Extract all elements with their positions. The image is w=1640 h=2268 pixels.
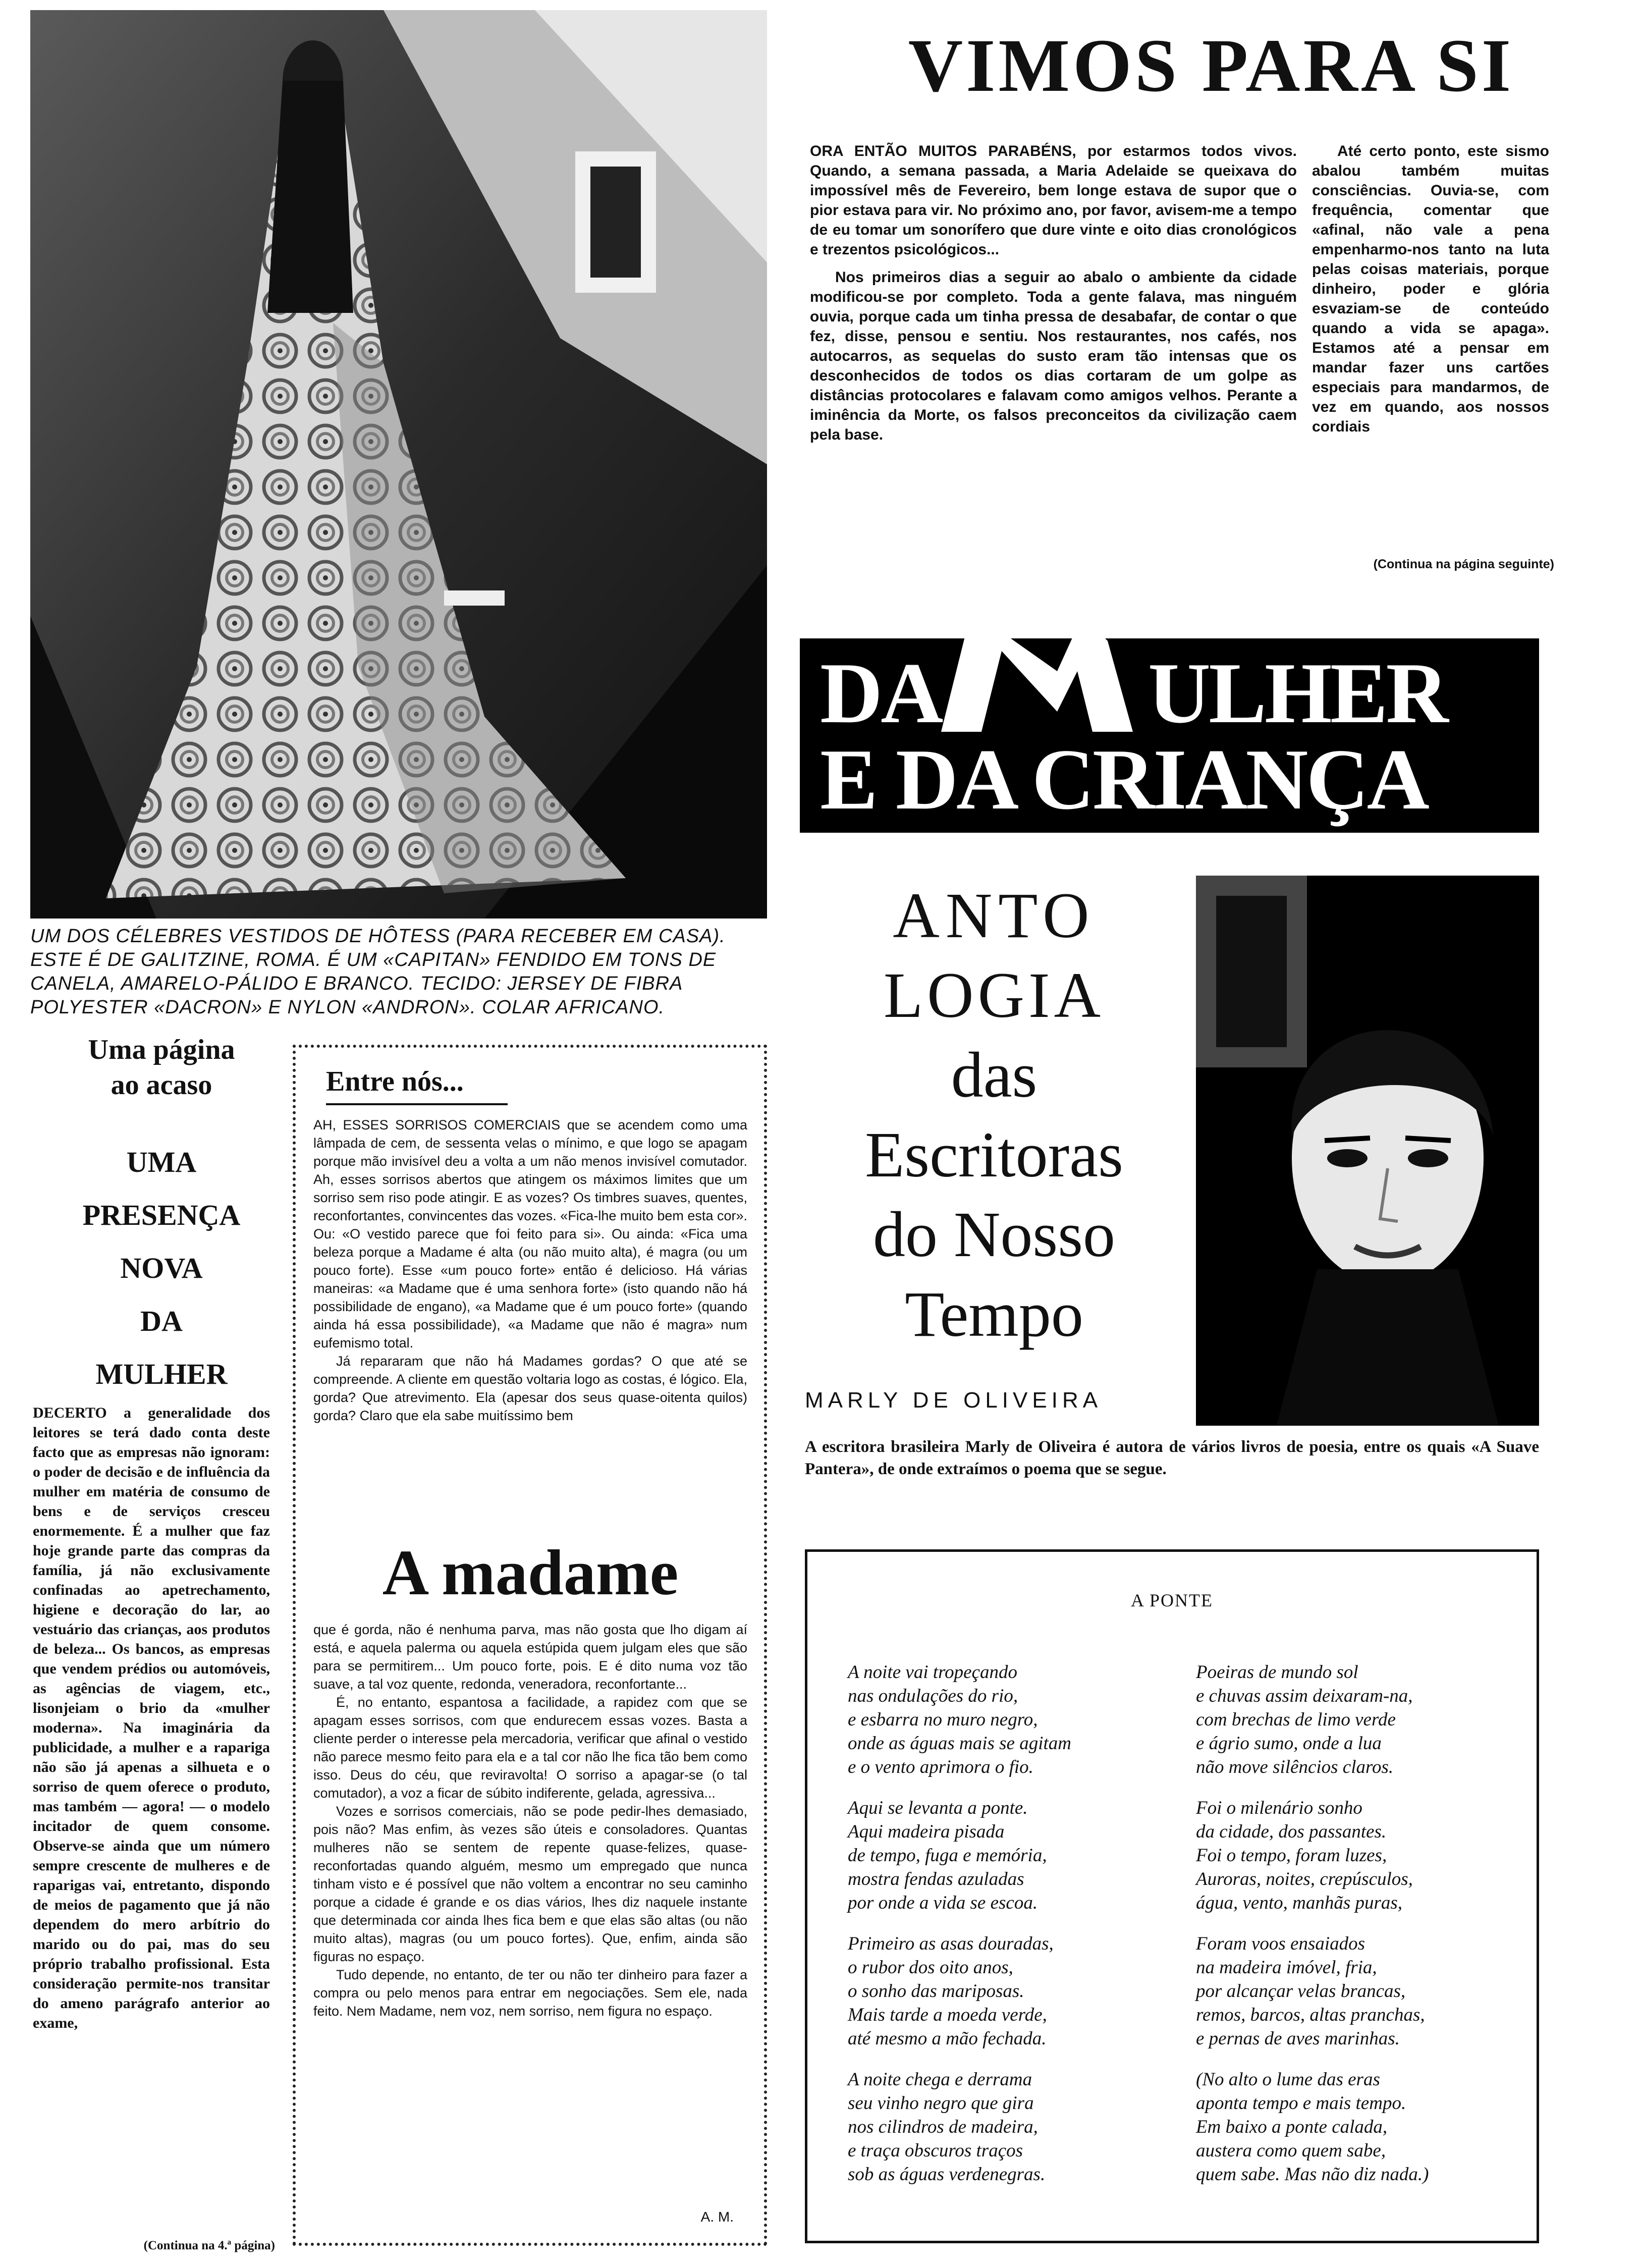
vimos-col2 [1312,141,1549,445]
banner-line1-suffix: ULHER [1148,645,1447,741]
poem-line: onde as águas mais se agitam [848,1733,1071,1754]
antologia-bio: A escritora brasileira Marly de Oliveira é autora de vários livros de poesia, entre os quais «A Suave Pantera», de onde extraímos o poema que se segue. [805,1438,1539,1478]
entre-body-bottom [313,1621,747,2020]
poem-column-left [848,1660,1171,2203]
poem-line: por alcançar velas brancas, [1196,1981,1406,2002]
poem-line: Foi o milenário sonho [1196,1798,1362,1818]
poem-line: quem sabe. Mas não diz nada.) [1196,2164,1429,2185]
poem-line: até mesmo a mão fechada. [848,2028,1047,2049]
poem-line: na madeira imóvel, fria, [1196,1957,1377,1978]
poem-line: e o vento aprimora o fio. [848,1757,1033,1777]
poem-column-right [1196,1660,1519,2203]
pagina-kicker-line: Uma página [88,1034,235,1065]
entre-paragraph: que é gorda, não é nenhuma parva, mas não gosta que lho digam aí está, e aquela palerma ou aquela estúpida quem julgam eles que são para se permitirem... Um pouco forte, pois. E é dito numa voz tão suave, a tal voz quente, redonda, veneradora, reconfortante... [313,1622,747,1692]
poem-line: de tempo, fuga e memória, [848,1845,1047,1866]
entre-kicker: Entre nós... [326,1066,464,1097]
antologia-title [787,876,1201,1354]
poem-line: sob as águas verdenegras. [848,2164,1046,2185]
pagina-title [30,1136,293,1400]
poem-stanza [1196,1932,1519,2050]
antologia-author: MARLY DE OLIVEIRA [805,1388,1103,1413]
antologia-title-line: ANTO [893,880,1096,951]
poem-line: e traça obscuros traços [848,2140,1023,2161]
poem-line: água, vento, manhãs puras, [1196,1893,1403,1913]
poem-line: o rubor dos oito anos, [848,1957,1013,1978]
antologia-title-line: Tempo [905,1278,1083,1350]
poem-line: da cidade, dos passantes. [1196,1821,1387,1842]
poem-title: A PONTE [1130,1590,1213,1610]
pagina-kicker-line: ao acaso [111,1069,212,1101]
poem-line: Primeiro as asas douradas, [848,1933,1054,1954]
vimos-paragraph: Nos primeiros dias a seguir ao abalo o ambiente da cidade modificou-se por completo. Toda a gente falava, mas ninguém ouvia, porque cada um tinha pressa de desabafar, de contar o que fez, disse, pensou e sentiu. Nos restaurantes, nos cafés, nos autocarros, as sequelas do susto eram tão intensas que os desconhecidos de todos os dias cortaram de um golpe as distâncias protocolares e falavam como amigos velhos. Perante a iminência da Morte, os falsos preconceitos da civilização caem pela base. [810,269,1297,443]
antologia-title-line: LOGIA [883,959,1105,1031]
poem-line: Aqui se levanta a ponte. [848,1798,1028,1818]
entre-paragraph: É, no entanto, espantosa a facilidade, a rapidez com que se apagam esses sorrisos, com que endurecem essas vozes. Basta a cliente perder o interesse pela mercadoria, verificar que afinal o vestido não parece mesmo feito para ela e a tal cor não lhe fica tão bem como isso. Deus do céu, que reviravolta! O sorriso a apagar-se (o tal comutador), a voz a ficar de súbito indiferente, gelada, agressiva... [313,1695,747,1801]
pagina-title-line: NOVA [120,1252,203,1284]
poem-line: austera como quem sabe, [1196,2140,1386,2161]
author-portrait [1196,876,1539,1426]
poem-line: Aqui madeira pisada [848,1821,1005,1842]
dress-photo [30,10,767,919]
poem-line: o sonho das mariposas. [848,1981,1024,2002]
entre-body-top [313,1116,747,1425]
pagina-title-line: MULHER [95,1358,228,1390]
poem-line: A noite chega e derrama [848,2069,1032,2090]
vimos-headline: VIMOS PARA SI [908,24,1514,107]
author-portrait-illustration [1196,876,1539,1426]
poem-line: com brechas de limo verde [1196,1709,1396,1730]
poem-line: e esbarra no muro negro, [848,1709,1038,1730]
entre-paragraph: Já repararam que não há Madames gordas? O que até se compreende. A cliente em questão voltaria logo as costas, é lógico. Ela, gorda? Que atrevimento. Ela (apesar dos seus quase-oitenta quilos) gorda? Claro que ela sabe muitíssimo bem [313,1354,747,1423]
section-banner [800,638,1539,833]
poem-stanza [848,1796,1171,1915]
madame-headline: A madame [382,1537,679,1608]
photo-caption: UM DOS CÉLEBRES VESTIDOS DE HÔTESS (PARA RECEBER EM CASA). ESTE É DE GALITZINE, ROMA. É UM «CAPITAN» FENDIDO EM TONS DE CANELA, AMARELO-PÁLIDO E BRANCO. TECIDO: JERSEY DE FIBRA POLYESTER «DACRON» E NYLON «ANDRON». COLAR AFRICANO. [30,926,726,1018]
pagina-title-line: UMA [126,1146,197,1178]
poem-line: não move silêncios claros. [1196,1757,1394,1777]
pagina-kicker [30,1032,293,1103]
pagina-paragraph: DECERTO a generalidade dos leitores se terá dado conta deste facto que as empresas não ignoram: o poder de decisão e de influência da mulher em matéria de consumo de bens e de serviços cresceu enormemente. É a mulher que faz hoje grande parte das compras da família, já não exclusivamente confinadas ao apetrechamento, higiene e decoração do lar, ao vestuário das crianças, aos produtos de beleza... Os bancos, as empresas que vendem prédios ou automóveis, as agências de viagem, etc., lisonjeiam o brio da «mulher moderna». Na imaginária da publicidade, a mulher e a rapariga não são já apenas a silhueta e o sorriso de quem oferece o produto, mas também — agora! — o modelo incitador de quem consome. Observe-se ainda que um número sempre crescente de mulheres e de raparigas vai, entretanto, dispondo de meios de pagamento que já não dependem do mero arbítrio do marido ou do pai, mas do seu próprio trabalho profissional. Esta consideração permite-nos transitar do ameno parágrafo anterior ao exame, [33,1405,270,2031]
poem-line: nas ondulações do rio, [848,1686,1018,1706]
poem-stanza [1196,2068,1519,2186]
pagina-body [33,1403,270,2033]
antologia-title-line: das [951,1039,1037,1111]
poem-line: Foi o tempo, foram luzes, [1196,1845,1387,1866]
antologia-title-line: Escritoras [865,1119,1123,1191]
banner-line2: E DA CRIANÇA [820,732,1428,828]
banner-line1-prefix: DA [820,645,942,741]
entre-paragraph: Tudo depende, no entanto, de ter ou não ter dinheiro para fazer a compra ou pelo menos para entrar em negociações. Sem ele, nada feito. Nem Madame, nem voz, nem sorriso, nem figura no espaço. [313,1967,747,2019]
poem-line: aponta tempo e mais tempo. [1196,2093,1406,2114]
poem-line: Foram voos ensaiados [1196,1933,1365,1954]
m-monogram [941,611,1153,737]
vimos-paragraph: Até certo ponto, este sismo abalou também muitas consciências. Ouvia-se, com frequência, comentar que «afinal, não vale a pena empenharmo-nos tanto na luta pelas coisas materiais, porque dinheiro, poder e glória esvaziam-se de conteúdo quando a vida se apaga». Estamos até a pensar em mandar fazer uns cartões especiais para mandarmos, de vez em quando, aos nossos cordiais [1312,143,1549,435]
pagina-title-line: DA [140,1305,183,1337]
vimos-col1 [810,141,1297,453]
poem-line: seu vinho negro que gira [848,2093,1034,2114]
dress-photo-illustration [30,10,767,919]
vimos-paragraph: ORA ENTÃO MUITOS PARABÉNS, por estarmos todos vivos. Quando, a semana passada, a Maria Adelaide se queixava do impossível mês de Fevereiro, bem longe estava de supor que o pior estava para vir. No próximo ano, por favor, avisem-me a tempo de eu tomar um sonorífero que dure vinte e oito dias cronológicos e trezentos psicológicos... [810,143,1297,258]
poem-line: A noite vai tropeçando [848,1662,1018,1683]
pagina-continua: (Continua na 4.ª página) [143,2239,275,2252]
poem-line: mostra fendas azuladas [848,1869,1024,1889]
poem-stanza [848,1932,1171,2050]
poem-line: Em baixo a ponte calada, [1196,2117,1388,2137]
poem-line: Auroras, noites, crepúsculos, [1196,1869,1413,1889]
entre-box [293,1045,767,2246]
entre-paragraph: Vozes e sorrisos comerciais, não se pode pedir-lhes demasiado, pois não? Mas enfim, às vezes são úteis e consoladores. Quantas mulheres não se sentem de repente quase-felizes, quase-reconfortadas quando alguém, mesmo um empregado que nunca tinham visto e é possível que não voltem a encontrar no seu caminho porque a cidade é grande e os dias vários, lhes diz naquele instante que determinada cor ainda lhes fica bem e que elas são altas (ou não muito altas), magras (ou um pouco fortes). Que, enfim, ainda são figuras no espaço. [313,1804,747,1964]
poem-line: Poeiras de mundo sol [1196,1662,1358,1683]
poem-line: Mais tarde a moeda verde, [848,2005,1047,2025]
vimos-continua: (Continua na página seguinte) [1373,557,1554,571]
pagina-title-line: PRESENÇA [82,1199,241,1231]
poem-line: por onde a vida se escoa. [848,1893,1038,1913]
poem-line: (No alto o lume das eras [1196,2069,1380,2090]
poem-line: e ágrio sumo, onde a lua [1196,1733,1382,1754]
entre-kicker-rule [326,1103,508,1105]
poem-stanza [1196,1660,1519,1779]
poem-stanza [848,2068,1171,2186]
poem-line: remos, barcos, altas pranchas, [1196,2005,1425,2025]
poem-line: e chuvas assim deixaram-na, [1196,1686,1413,1706]
poem-box [805,1549,1539,2243]
poem-line: e pernas de aves marinhas. [1196,2028,1400,2049]
poem-line: nos cilindros de madeira, [848,2117,1038,2137]
poem-stanza [848,1660,1171,1779]
entre-signature: A. M. [700,2209,734,2225]
entre-paragraph: AH, ESSES SORRISOS COMERCIAIS que se acendem como uma lâmpada de cem, de sessenta velas o mínimo, e que logo se apagam porque mão invisível deu a volta a um não menos invisível comutador. Ah, esses sorrisos abertos que atingem os máximos limites que um sorriso sem riso pode atingir. E as vozes? Os timbres suaves, quentes, reconfortantes, convincentes das vozes. «Fica-lhe muito bem esta cor». Ou: «O vestido parece que foi feito para si». Ou ainda: «Fica uma beleza porque a Madame é alta (ou não muito alta), é magra (ou um pouco forte). Esse «um pouco forte» então é delicioso. Há várias maneiras: «a Madame que é uma senhora forte» (isto quando não há possibilidade de engano), «a Madame que é um pouco forte» (quando ainda há essa possibilidade), «a Madame que não é magra» num eufemismo total. [313,1117,747,1351]
antologia-title-line: do Nosso [872,1199,1116,1270]
poem-stanza [1196,1796,1519,1915]
